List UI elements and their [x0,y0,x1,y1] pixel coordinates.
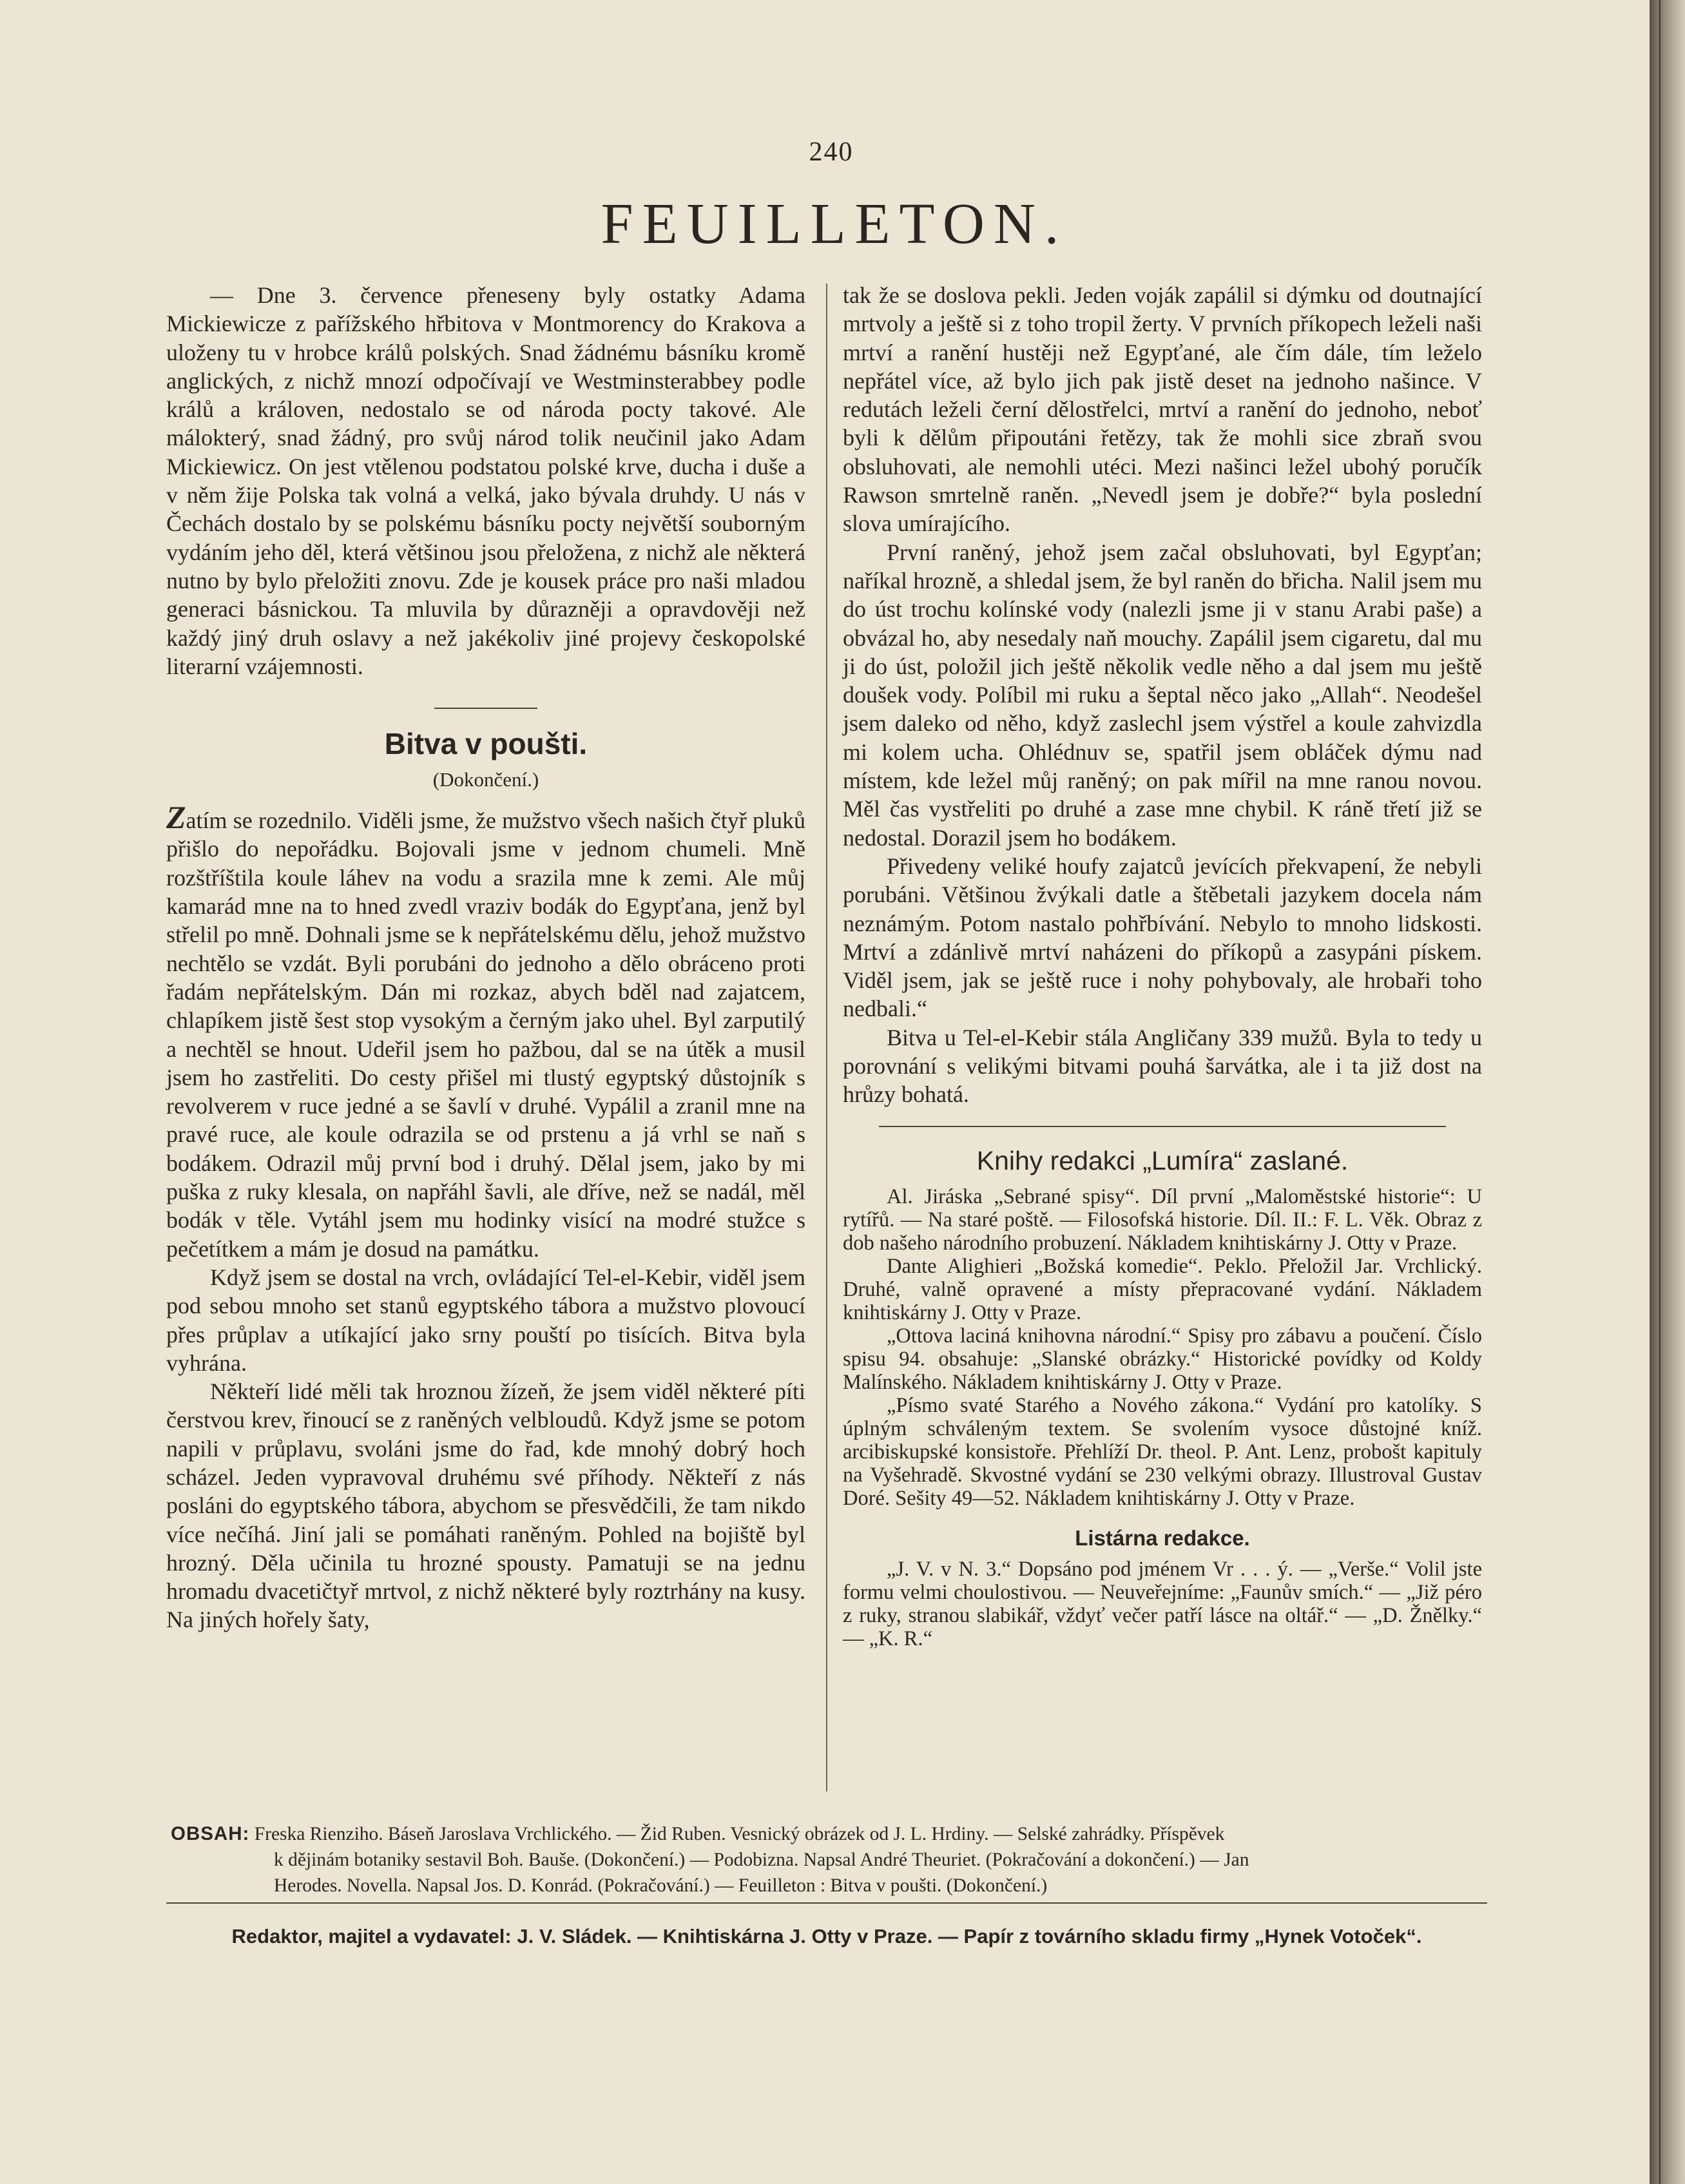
story-paragraph: Někteří lidé měli tak hroznou žízeň, že jsem viděl některé píti čerstvou krev, řinoucí se z raněných velbloudů. Když jsme se potom napili v průplavu, svoláni jsme do řad, kde mnohý dobrý hoch scházel. Jeden vypravoval druhému své příhody. Někteří z nás posláni do egyptského tábora, abychom se přesvědčili, že tam nikdo více nečíhá. Jiní jali se pomáhati raněným. Pohled na bojiště byl hrozný. Děla učinila tu hrozné spousty. Pamatuji se na jednu hromadu dvacetičtyř mrtvol, z nichž některé byly roztrhány na kusy. Na jiných hořely šaty, [166,1378,805,1633]
mickiewicz-note: — Dne 3. července přeneseny byly ostatky Adama Mickiewicze z pařížského hřbitova v Montmorency do Krakova a uloženy tu v hrobce králů polských. Snad žádnému básníku kromě anglických, z nichž mnozí odpočívají ve Westminsterabbey podle králů a královen, nedostalo se od národa pocty takové. Ale málokterý, snad žádný, pro svůj národ tolik neučinil jako Adam Mickiewicz. On jest vtělenou podstatou polské krve, ducha i duše a v něm žije Polska tak volná a velká, jako bývala druhdy. U nás v Čechách dostalo by se polskému básníku pocty největší souborným vydáním jeho děl, která většinou jsou přeložena, z nichž ale některá nutno by bylo přeložiti znovu. Zde je kousek práce pro naši mladou generaci básnickou. Ta mluvila by důrazněji a opravdověji než každý jiný druh oslavy a než jakékoliv jiné projevy českopolské literarní vzájemnosti. [166,282,805,679]
book-entry: Al. Jiráska „Sebrané spisy“. Díl první „Maloměstské historie“: U rytířů. — Na staré poště. — Filosofská historie. Díl. II.: F. L. Věk. Obraz z dob našeho národního probuzení. Nákladem knihtiskárny J. Otty v Praze. [843,1184,1482,1255]
right-column [843,281,1482,1650]
story-paragraph: tak že se doslova pekli. Jeden voják zapálil si dýmku od doutnající mrtvoly a ještě si z toho tropil žerty. V prvních příkopech leželi naši mrtví a ranění hustěji než Egypťané, ale čím dále, tím leželo nepřátel více, až bylo jich pak jistě deset na jednoho našince. V redutách leželi černí dělostřelci, mrtví a ranění do jednoho, neboť byli k dělům připoutáni řetězy, tak že mohli sice zbraň svou obsluhovati, ale nemohli utéci. Mezi našinci ležel ubohý poručík Rawson smrtelně raněn. „Nevedl jsem je dobře?“ byla poslední slova umírajícího. [843,282,1482,537]
book-entry: „Písmo svaté Starého a Nového zákona.“ Vydání pro katolíky. S úplným schváleným textem. Se svolením vysoce důstojné kníž. arcibiskupské konsistoře. Přehlíží Dr. theol. P. Ant. Lenz, probošt kapituly na Vyšehradě. Skvostné vydání se 230 velkými obrazy. Illustroval Gustav Doré. Sešity 49—52. Nákladem knihtiskárny J. Otty v Praze. [843,1393,1482,1510]
story-title: Bitva v poušti. [384,727,588,761]
page-number: 240 [809,137,854,167]
letters-entry: „J. V. v N. 3.“ Dopsáno pod jménem Vr . . . ý. — „Verše.“ Volil jste formu velmi choulostivou. — Neuveřejníme: „Faunův smích.“ — „Již péro z ruky, stranou slabikář, vždyť večer patří lásce na oltář.“ — „D. Žnělky.“ — „K. R.“ [843,1557,1482,1650]
contents-label: OBSAH: [171,1823,250,1844]
contents-line: k dějinám botaniky sestavil Boh. Bauše. (Dokončení.) — Podobizna. Napsal André Theuriet. (Pokračování a dokončení.) — Jan [274,1850,1249,1870]
page-title: FEUILLETON. [601,192,1068,256]
letters-list [843,1558,1482,1650]
story-paragraph [166,799,805,1263]
left-column [166,281,805,1634]
contents-line: Freska Rienziho. Báseň Jaroslava Vrchlického. — Žid Ruben. Vesnický obrázek od J. L. Hrdiny. — Selské zahrádky. Příspěvek [254,1824,1225,1844]
page-edge [1650,0,1685,2184]
binding-edge [1659,0,1661,2184]
story-subtitle: (Dokončení.) [432,768,539,791]
story-paragraph: Přivedeny veliké houfy zajatců jevících překvapení, že nebyli porubáni. Většinou žvýkali datle a štěbetali jazykem docela nám neznámým. Potom nastalo pohřbívání. Nebylo to mnoho lidskosti. Mrtví a zdánlivě mrtví naházeni do příkopů a zasypáni pískem. Viděl jsem, jak se ještě ruce i nohy pohybovaly, ale hrobaři toho nedbali.“ [843,853,1482,1022]
section-divider [879,1126,1446,1127]
contents-line: Herodes. Novella. Napsal Jos. D. Konrád. (Pokračování.) — Feuilleton : Bitva v poušti. (Dokončení.) [274,1875,1048,1896]
drop-cap: Z [166,799,186,836]
column-divider [826,284,827,1792]
story-paragraph-text: atím se rozednilo. Viděli jsme, že mužstvo všech našich čtyř pluků přišlo do nepořádku. Bojovali jsme v jednom chumeli. Mně rozštříštila koule láhev na vodu a srazila mne k zemi. Ale můj kamarád mne na to hned zvedl vraziv bodák do Egypťana, jenž byl střelil po mně. Dohnali jsme se k nepřátelskému dělu, jehož mužstvo nechtělo se vzdát. Byli porubáni do jednoho a dělo obráceno proti řadám nepřátelským. Dán mi rozkaz, abych bděl nad zajatcem, chlapíkem jistě šest stop vysokým a černým jako uhel. Byl zarputilý a nechtěl se hnout. Udeřil jsem ho pažbou, dal se na útěk a musil jsem ho zastřeliti. Do cesty přišel mi tlustý egyptský důstojník s revolverem v ruce jedné a se šavlí v druhé. Vypálil a zranil mne na pravé ruce, ale koule odrazila se od prstenu a já vrhl se naň s bodákem. Odrazil můj první bod i druhý. Dělal jsem, jako by mi puška z ruky klesala, on napřáhl šavli, ale dříve, než se nadál, měl bodák v těle. Vytáhl jsem mu hodinky visící na modré stužce s pečetítkem a mám je dosud na památku. [166,807,805,1262]
footer-divider [166,1902,1487,1904]
book-entry: Dante Alighieri „Božská komedie“. Peklo. Přeložil Jar. Vrchlický. Druhé, valně opravené a místy přepracované vydání. Nákladem knihtiskárny J. Otty v Praze. [843,1254,1482,1324]
section-divider [434,708,537,709]
story-paragraph: Bitva u Tel-el-Kebir stála Angličany 339 mužů. Byla to tedy u porovnání s velikými bitvami pouhá šarvátka, ale i ta již dost na hrůzy bohatá. [843,1024,1482,1108]
story-paragraph: První raněný, jehož jsem začal obsluhovati, byl Egypťan; naříkal hrozně, a shledal jsem, že byl raněn do břicha. Nalil jsem mu do úst trochu kolínské vody (nalezli jsme ji v stanu Arabi paše) a obvázal ho, aby nesedaly naň mouchy. Zapálil jsem cigaretu, dal mu ji do úst, položil jich ještě několik vedle něho a dal jsem mu ještě doušek vody. Políbil mi ruku a šeptal něco jako „Allah“. Neodešel jsem daleko od něho, když zaslechl jsem výstřel a koule zahvizdla mi kolem ucha. Ohlédnuv se, spatřil jsem obláček dýmu nad místem, kde ležel můj raněný; on pak mířil na mne ranou novou. Měl čas vystřeliti po druhé a zase mne chybil. K ráně třetí již se nedostal. Dorazil jsem ho bodákem. [843,539,1482,851]
books-heading: Knihy redakci „Lumíra“ zaslané. [976,1145,1349,1175]
imprint: Redaktor, majitel a vydavatel: J. V. Sládek. — Knihtiskárna J. Otty v Praze. — Papír z továrního skladu firmy „Hynek Votoček“. [231,1925,1422,1947]
letters-heading: Listárna redakce. [1075,1525,1250,1550]
books-list [843,1185,1482,1510]
table-of-contents [171,1821,1498,1899]
story-paragraph: Když jsem se dostal na vrch, ovládající Tel-el-Kebir, viděl jsem pod sebou mnoho set stanů egyptského tábora a mužstvo plovoucí přes průplav a utíkající jako srny pouští po tisících. Bitva byla vyhrána. [166,1264,805,1376]
book-entry: „Ottova laciná knihovna národní.“ Spisy pro zábavu a poučení. Číslo spisu 94. obsahuje: „Slanské obrázky.“ Historické povídky od Koldy Malínského. Nákladem knihtiskárny J. Otty v Praze. [843,1324,1482,1394]
